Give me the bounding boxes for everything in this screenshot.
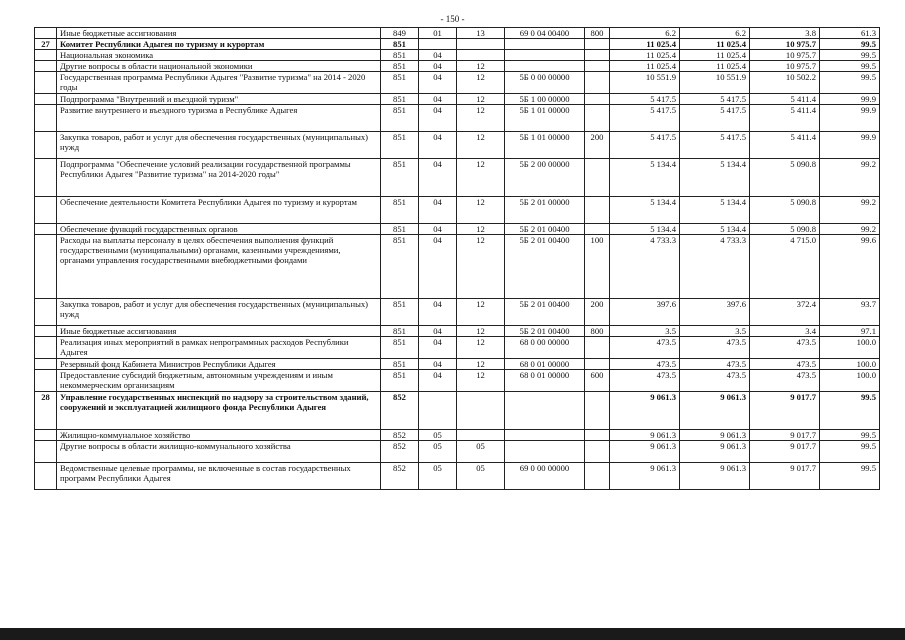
cell-section: 04 <box>419 370 457 392</box>
cell-value-2: 9 061.3 <box>680 430 750 441</box>
cell-target-article: 69 0 00 00000 <box>505 463 585 490</box>
scan-bottom-edge <box>0 628 905 640</box>
cell-value-1: 5 417.5 <box>610 105 680 132</box>
cell-value-1: 10 551.9 <box>610 72 680 94</box>
cell-percent: 99.5 <box>820 463 880 490</box>
cell-value-1: 6.2 <box>610 28 680 39</box>
cell-value-1: 9 061.3 <box>610 441 680 463</box>
cell-value-3: 10 975.7 <box>750 61 820 72</box>
table-row <box>35 159 880 197</box>
cell-value-1: 473.5 <box>610 359 680 370</box>
cell-name: Подпрограмма "Обеспечение условий реализации государственной программы Республики Адыгея "Развитие туризма" на 2014-2020 годы" <box>57 159 381 197</box>
cell-number <box>35 235 57 299</box>
cell-expense-type: 600 <box>585 370 610 392</box>
cell-subsection: 12 <box>457 61 505 72</box>
cell-target-article <box>505 61 585 72</box>
cell-number <box>35 337 57 359</box>
cell-value-2: 4 733.3 <box>680 235 750 299</box>
cell-section: 04 <box>419 105 457 132</box>
cell-ved: 851 <box>381 159 419 197</box>
cell-target-article: 5Б 1 01 00000 <box>505 132 585 159</box>
cell-subsection: 12 <box>457 159 505 197</box>
cell-value-2: 11 025.4 <box>680 50 750 61</box>
cell-number: 28 <box>35 392 57 430</box>
table-row <box>35 39 880 50</box>
cell-number <box>35 224 57 235</box>
cell-number <box>35 105 57 132</box>
cell-section: 04 <box>419 50 457 61</box>
cell-expense-type <box>585 50 610 61</box>
cell-section: 04 <box>419 326 457 337</box>
cell-name: Резервный фонд Кабинета Министров Республики Адыгея <box>57 359 381 370</box>
cell-expense-type <box>585 105 610 132</box>
cell-value-3: 473.5 <box>750 359 820 370</box>
cell-value-1: 397.6 <box>610 299 680 326</box>
cell-target-article: 5Б 0 00 00000 <box>505 72 585 94</box>
cell-section: 05 <box>419 463 457 490</box>
budget-table <box>34 27 880 490</box>
cell-value-2: 5 417.5 <box>680 105 750 132</box>
cell-number <box>35 94 57 105</box>
cell-section: 04 <box>419 72 457 94</box>
cell-value-1: 5 417.5 <box>610 94 680 105</box>
cell-expense-type <box>585 392 610 430</box>
table-row <box>35 50 880 61</box>
table-row <box>35 105 880 132</box>
cell-value-3: 10 975.7 <box>750 50 820 61</box>
cell-percent: 99.5 <box>820 72 880 94</box>
cell-target-article: 68 0 01 00000 <box>505 370 585 392</box>
cell-name: Иные бюджетные ассигнования <box>57 28 381 39</box>
cell-ved: 851 <box>381 326 419 337</box>
cell-value-3: 4 715.0 <box>750 235 820 299</box>
cell-percent: 93.7 <box>820 299 880 326</box>
cell-percent: 99.5 <box>820 50 880 61</box>
cell-ved: 851 <box>381 370 419 392</box>
cell-value-2: 5 134.4 <box>680 159 750 197</box>
cell-value-2: 5 134.4 <box>680 197 750 224</box>
cell-number <box>35 50 57 61</box>
cell-number <box>35 430 57 441</box>
cell-ved: 851 <box>381 105 419 132</box>
cell-target-article: 5Б 2 01 00400 <box>505 235 585 299</box>
cell-expense-type <box>585 61 610 72</box>
table-row <box>35 224 880 235</box>
cell-value-3: 5 411.4 <box>750 105 820 132</box>
cell-number <box>35 28 57 39</box>
cell-number <box>35 197 57 224</box>
cell-subsection: 12 <box>457 94 505 105</box>
cell-ved: 851 <box>381 299 419 326</box>
cell-subsection: 12 <box>457 299 505 326</box>
cell-value-1: 5 417.5 <box>610 132 680 159</box>
cell-ved: 851 <box>381 337 419 359</box>
cell-percent: 99.2 <box>820 197 880 224</box>
table-row <box>35 441 880 463</box>
cell-name: Жилищно-коммунальное хозяйство <box>57 430 381 441</box>
cell-section: 04 <box>419 224 457 235</box>
cell-value-3: 473.5 <box>750 370 820 392</box>
cell-value-3: 3.4 <box>750 326 820 337</box>
cell-target-article: 68 0 01 00000 <box>505 359 585 370</box>
cell-value-3: 5 090.8 <box>750 197 820 224</box>
cell-expense-type: 200 <box>585 299 610 326</box>
cell-percent: 97.1 <box>820 326 880 337</box>
cell-value-3: 10 975.7 <box>750 39 820 50</box>
cell-expense-type <box>585 72 610 94</box>
cell-expense-type: 200 <box>585 132 610 159</box>
cell-name: Закупка товаров, работ и услуг для обеспечения государственных (муниципальных) нужд <box>57 132 381 159</box>
cell-percent: 100.0 <box>820 359 880 370</box>
cell-name: Комитет Республики Адыгея по туризму и курортам <box>57 39 381 50</box>
cell-value-2: 5 417.5 <box>680 132 750 159</box>
cell-ved: 852 <box>381 441 419 463</box>
cell-value-3: 3.8 <box>750 28 820 39</box>
cell-percent: 100.0 <box>820 337 880 359</box>
cell-ved: 849 <box>381 28 419 39</box>
cell-expense-type <box>585 159 610 197</box>
cell-section: 05 <box>419 430 457 441</box>
table-row <box>35 72 880 94</box>
cell-number <box>35 72 57 94</box>
cell-percent: 61.3 <box>820 28 880 39</box>
cell-value-1: 473.5 <box>610 370 680 392</box>
cell-name: Другие вопросы в области жилищно-коммунального хозяйства <box>57 441 381 463</box>
cell-ved: 852 <box>381 430 419 441</box>
table-row <box>35 430 880 441</box>
cell-name: Ведомственные целевые программы, не включенные в состав государственных программ Республики Адыгея <box>57 463 381 490</box>
cell-subsection <box>457 39 505 50</box>
cell-number <box>35 132 57 159</box>
cell-value-2: 397.6 <box>680 299 750 326</box>
cell-expense-type <box>585 441 610 463</box>
cell-target-article: 5Б 1 01 00000 <box>505 105 585 132</box>
cell-value-1: 5 134.4 <box>610 224 680 235</box>
cell-name: Предоставление субсидий бюджетным, автономным учреждениям и иным некоммерческим организациям <box>57 370 381 392</box>
cell-subsection: 05 <box>457 463 505 490</box>
cell-number <box>35 441 57 463</box>
cell-section: 04 <box>419 299 457 326</box>
cell-value-2: 11 025.4 <box>680 61 750 72</box>
cell-target-article: 5Б 1 00 00000 <box>505 94 585 105</box>
cell-name: Иные бюджетные ассигнования <box>57 326 381 337</box>
cell-subsection <box>457 392 505 430</box>
cell-value-2: 5 417.5 <box>680 94 750 105</box>
cell-name: Обеспечение функций государственных органов <box>57 224 381 235</box>
cell-ved: 851 <box>381 132 419 159</box>
cell-name: Управление государственных инспекций по надзору за строительством зданий, сооружений и эксплуатацией жилищного фонда Республики Адыгея <box>57 392 381 430</box>
table-row <box>35 299 880 326</box>
cell-number <box>35 299 57 326</box>
table-row <box>35 337 880 359</box>
cell-ved: 852 <box>381 392 419 430</box>
cell-expense-type <box>585 430 610 441</box>
cell-name: Закупка товаров, работ и услуг для обеспечения государственных (муниципальных) нужд <box>57 299 381 326</box>
cell-subsection: 12 <box>457 337 505 359</box>
cell-section <box>419 392 457 430</box>
cell-name: Развитие внутреннего и въездного туризма в Республике Адыгея <box>57 105 381 132</box>
cell-target-article: 5Б 2 01 00400 <box>505 299 585 326</box>
cell-subsection: 12 <box>457 326 505 337</box>
cell-target-article: 69 0 04 00400 <box>505 28 585 39</box>
cell-value-2: 6.2 <box>680 28 750 39</box>
cell-subsection: 12 <box>457 359 505 370</box>
cell-value-2: 10 551.9 <box>680 72 750 94</box>
cell-value-3: 9 017.7 <box>750 463 820 490</box>
cell-value-1: 11 025.4 <box>610 61 680 72</box>
cell-subsection: 12 <box>457 370 505 392</box>
cell-value-2: 473.5 <box>680 337 750 359</box>
cell-expense-type <box>585 39 610 50</box>
cell-value-2: 11 025.4 <box>680 39 750 50</box>
cell-ved: 851 <box>381 235 419 299</box>
cell-value-2: 9 061.3 <box>680 441 750 463</box>
cell-expense-type <box>585 337 610 359</box>
cell-target-article: 5Б 2 00 00000 <box>505 159 585 197</box>
cell-number <box>35 61 57 72</box>
cell-value-3: 5 411.4 <box>750 94 820 105</box>
cell-subsection <box>457 50 505 61</box>
cell-target-article: 5Б 2 01 00400 <box>505 326 585 337</box>
cell-value-1: 4 733.3 <box>610 235 680 299</box>
cell-value-1: 9 061.3 <box>610 463 680 490</box>
cell-subsection <box>457 430 505 441</box>
cell-value-2: 473.5 <box>680 359 750 370</box>
cell-value-3: 372.4 <box>750 299 820 326</box>
cell-subsection: 12 <box>457 132 505 159</box>
cell-name: Другие вопросы в области национальной экономики <box>57 61 381 72</box>
cell-value-3: 9 017.7 <box>750 392 820 430</box>
table-row <box>35 392 880 430</box>
cell-number: 27 <box>35 39 57 50</box>
cell-value-2: 9 061.3 <box>680 463 750 490</box>
cell-value-1: 3.5 <box>610 326 680 337</box>
cell-percent: 100.0 <box>820 370 880 392</box>
cell-number <box>35 463 57 490</box>
cell-value-3: 5 090.8 <box>750 224 820 235</box>
cell-section: 04 <box>419 235 457 299</box>
cell-expense-type <box>585 197 610 224</box>
cell-section: 04 <box>419 337 457 359</box>
cell-section: 04 <box>419 197 457 224</box>
cell-percent: 99.2 <box>820 159 880 197</box>
cell-section: 04 <box>419 159 457 197</box>
cell-target-article: 68 0 00 00000 <box>505 337 585 359</box>
cell-value-1: 11 025.4 <box>610 39 680 50</box>
cell-ved: 851 <box>381 359 419 370</box>
cell-value-2: 5 134.4 <box>680 224 750 235</box>
cell-target-article <box>505 50 585 61</box>
cell-expense-type: 800 <box>585 28 610 39</box>
cell-section: 04 <box>419 359 457 370</box>
table-row <box>35 197 880 224</box>
table-row <box>35 463 880 490</box>
cell-target-article <box>505 430 585 441</box>
table-row <box>35 359 880 370</box>
cell-name: Национальная экономика <box>57 50 381 61</box>
page-number: - 150 - <box>440 14 465 24</box>
cell-target-article: 5Б 2 01 00400 <box>505 224 585 235</box>
cell-name: Реализация иных мероприятий в рамках непрограммных расходов Республики Адыгея <box>57 337 381 359</box>
cell-name: Расходы на выплаты персоналу в целях обеспечения выполнения функций государственными (муниципальными) органами, казенными учреждениями, органами управления государственными внебюджетными фондами <box>57 235 381 299</box>
cell-subsection: 12 <box>457 105 505 132</box>
cell-expense-type <box>585 224 610 235</box>
cell-subsection: 12 <box>457 72 505 94</box>
table-row <box>35 94 880 105</box>
cell-subsection: 12 <box>457 224 505 235</box>
cell-ved: 852 <box>381 463 419 490</box>
cell-ved: 851 <box>381 94 419 105</box>
cell-percent: 99.5 <box>820 392 880 430</box>
cell-percent: 99.5 <box>820 441 880 463</box>
cell-expense-type <box>585 463 610 490</box>
cell-name: Обеспечение деятельности Комитета Республики Адыгея по туризму и курортам <box>57 197 381 224</box>
cell-percent: 99.6 <box>820 235 880 299</box>
cell-ved: 851 <box>381 72 419 94</box>
cell-number <box>35 326 57 337</box>
cell-percent: 99.9 <box>820 94 880 105</box>
table-row <box>35 326 880 337</box>
cell-target-article <box>505 39 585 50</box>
cell-subsection: 12 <box>457 197 505 224</box>
cell-section <box>419 39 457 50</box>
cell-section: 04 <box>419 132 457 159</box>
cell-expense-type: 800 <box>585 326 610 337</box>
cell-target-article <box>505 392 585 430</box>
cell-name: Подпрограмма "Внутренний и въездной туризм" <box>57 94 381 105</box>
cell-value-1: 5 134.4 <box>610 159 680 197</box>
cell-percent: 99.5 <box>820 430 880 441</box>
cell-subsection: 12 <box>457 235 505 299</box>
cell-percent: 99.9 <box>820 132 880 159</box>
cell-percent: 99.5 <box>820 61 880 72</box>
cell-value-1: 9 061.3 <box>610 392 680 430</box>
cell-value-3: 473.5 <box>750 337 820 359</box>
cell-section: 04 <box>419 94 457 105</box>
cell-section: 01 <box>419 28 457 39</box>
cell-value-3: 10 502.2 <box>750 72 820 94</box>
cell-target-article: 5Б 2 01 00000 <box>505 197 585 224</box>
cell-target-article <box>505 441 585 463</box>
table-row <box>35 61 880 72</box>
table-row <box>35 235 880 299</box>
cell-value-3: 9 017.7 <box>750 441 820 463</box>
cell-value-2: 3.5 <box>680 326 750 337</box>
cell-value-1: 9 061.3 <box>610 430 680 441</box>
cell-value-3: 5 090.8 <box>750 159 820 197</box>
cell-ved: 851 <box>381 61 419 72</box>
cell-ved: 851 <box>381 50 419 61</box>
cell-expense-type: 100 <box>585 235 610 299</box>
cell-subsection: 13 <box>457 28 505 39</box>
cell-expense-type <box>585 359 610 370</box>
cell-percent: 99.5 <box>820 39 880 50</box>
cell-number <box>35 370 57 392</box>
cell-number <box>35 159 57 197</box>
table-row <box>35 28 880 39</box>
cell-number <box>35 359 57 370</box>
cell-value-1: 5 134.4 <box>610 197 680 224</box>
cell-expense-type <box>585 94 610 105</box>
cell-value-3: 5 411.4 <box>750 132 820 159</box>
cell-subsection: 05 <box>457 441 505 463</box>
cell-section: 05 <box>419 441 457 463</box>
table-row <box>35 370 880 392</box>
cell-value-2: 9 061.3 <box>680 392 750 430</box>
table-body <box>35 28 880 490</box>
table-row <box>35 132 880 159</box>
cell-ved: 851 <box>381 197 419 224</box>
cell-name: Государственная программа Республики Адыгея "Развитие туризма" на 2014 - 2020 годы <box>57 72 381 94</box>
cell-value-3: 9 017.7 <box>750 430 820 441</box>
cell-percent: 99.9 <box>820 105 880 132</box>
cell-section: 04 <box>419 61 457 72</box>
cell-percent: 99.2 <box>820 224 880 235</box>
cell-ved: 851 <box>381 39 419 50</box>
cell-value-1: 473.5 <box>610 337 680 359</box>
cell-value-1: 11 025.4 <box>610 50 680 61</box>
cell-value-2: 473.5 <box>680 370 750 392</box>
cell-ved: 851 <box>381 224 419 235</box>
